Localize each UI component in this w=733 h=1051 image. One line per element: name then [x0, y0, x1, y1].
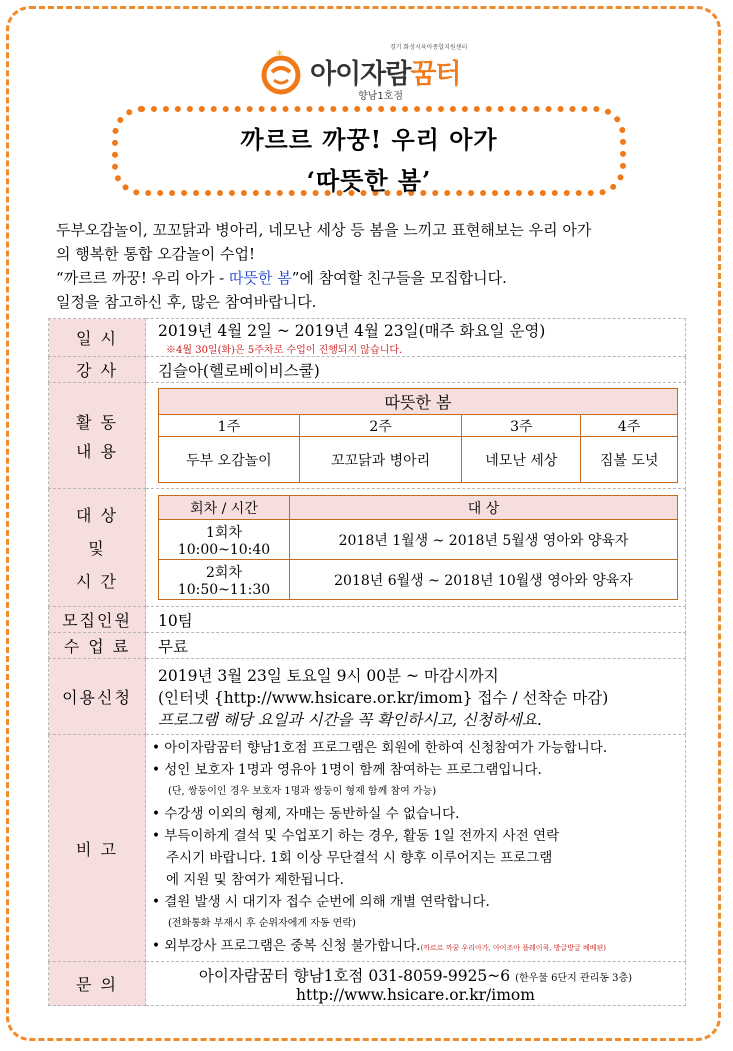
value-recruit: 10팀	[146, 607, 686, 633]
label-instructor: 강 사	[49, 357, 146, 383]
week-activity: 네모난 세상	[462, 437, 581, 483]
label-date: 일 시	[49, 319, 146, 357]
value-notes	[146, 735, 686, 962]
logo	[248, 40, 498, 110]
schedule-target: 2018년 1월생 ~ 2018년 5월생 영아와 양육자	[290, 520, 678, 560]
intro-text	[56, 218, 680, 314]
schedule-session: 1회차 10:00~10:40	[159, 520, 290, 560]
week-activity: 두부 오감놀이	[159, 437, 300, 483]
schedule-header-session: 회차 / 시간	[159, 496, 290, 520]
svg-text:*: *	[276, 50, 283, 64]
intro-line-2: 의 행복한 통합 오감놀이 수업!	[56, 245, 255, 263]
title-box	[112, 106, 626, 196]
label-notes: 비 고	[49, 735, 146, 962]
page-subtitle: ‘따뜻한 봄’	[306, 166, 432, 195]
schedule-session: 2회차 10:50~11:30	[159, 560, 290, 600]
label-contact: 문 의	[49, 962, 146, 1006]
logo-face-icon	[258, 50, 304, 96]
notes-list: • 아이자람꿈터 향남1호점 프로그램은 회원에 한하여 신청참여가 가능합니다. • 성인 보호자 1명과 영유아 1명이 함께 참여하는 프로그램입니다. (단, 쌍둥이인 경우 보호자 1명과 쌍둥이 형제 함께 참여 가능) • 수강생 이외의 형제, 자매는 동반하실 수 없습니다. • 부득이하게 결석 및 수업포기 하는 경우, 활동 1일 전까지 사전 연락 주시기 바랍니다. 1회 이상 무단결석 시 향후 이루어지는 프로그램 에 지원 및 참여가 제한됩니다. • 결원 발생 시 대기자 접수 순번에 의해 개별 연락합니다. (전화통화 부재시 후 순위자에게 자동 연락) • 외부강사 프로그램은 중복 신청 불가합니다.(까르르 까꿍 우리아가, 아이조아 플레이쿡, 방글방글 베베핀)	[152, 740, 608, 954]
value-fee: 무료	[146, 633, 686, 659]
label-apply: 이용신청	[49, 659, 146, 735]
week-activity: 꼬꼬닭과 병아리	[299, 437, 462, 483]
label-recruit: 모집인원	[49, 607, 146, 633]
schedule-table	[158, 495, 678, 600]
schedule-target: 2018년 6월생 ~ 2018년 10월생 영아와 양육자	[290, 560, 678, 600]
page-title: 까르르 까꿍! 우리 아가	[240, 125, 498, 154]
contact-url[interactable]: http://www.hsicare.or.kr/imom	[296, 985, 535, 1004]
value-date: 2019년 4월 2일 ~ 2019년 4월 23일(매주 화요일 운영) ※4월 30일(화)은 5주차로 수업이 진행되지 않습니다.	[146, 319, 686, 357]
date-note: ※4월 30일(화)은 5주차로 수업이 진행되지 않습니다.	[166, 345, 403, 356]
value-apply: 2019년 3월 23일 토요일 9시 00분 ~ 마감시까지 (인터넷 {http://www.hsicare.or.kr/imom} 접수 / 선착순 마감) 프로그램 해당 요일과 시간을 꼭 확인하시고, 신청하세요.	[146, 659, 686, 735]
activity-table	[158, 388, 678, 483]
value-instructor: 김슬아(헬로베이비스쿨)	[146, 357, 686, 383]
value-contact: 아이자람꿈터 향남1호점 031-8059-9925~6 (한우물 6단지 관리동 3층) http://www.hsicare.or.kr/imom	[146, 962, 686, 1006]
logo-title: 아이자람꿈터	[310, 59, 461, 90]
info-table	[48, 318, 686, 1006]
activity-title: 따뜻한 봄	[159, 389, 678, 415]
logo-branch: 향남1호점	[358, 91, 404, 102]
label-target: 대 상 및 시 간	[49, 489, 146, 607]
schedule-header-target: 대 상	[290, 496, 678, 520]
intro-line-3: “까르르 까꿍! 우리 아가 - 따뜻한 봄”에 참여할 친구들을 모집합니다.	[56, 269, 507, 287]
week-header: 4주	[581, 415, 678, 437]
week-header: 3주	[462, 415, 581, 437]
value-target	[146, 489, 686, 607]
label-activity: 활 동 내 용	[49, 383, 146, 489]
intro-line-1: 두부오감놀이, 꼬꼬닭과 병아리, 네모난 세상 등 봄을 느끼고 표현해보는 우리 아가	[56, 221, 592, 239]
logo-center-name: 경기 화성시육아종합지원센터	[390, 44, 468, 51]
week-activity: 짐볼 도넛	[581, 437, 678, 483]
value-activity	[146, 383, 686, 489]
label-fee: 수 업 료	[49, 633, 146, 659]
week-header: 2주	[299, 415, 462, 437]
week-header: 1주	[159, 415, 300, 437]
intro-line-4: 일정을 참고하신 후, 많은 참여바랍니다.	[56, 293, 317, 311]
